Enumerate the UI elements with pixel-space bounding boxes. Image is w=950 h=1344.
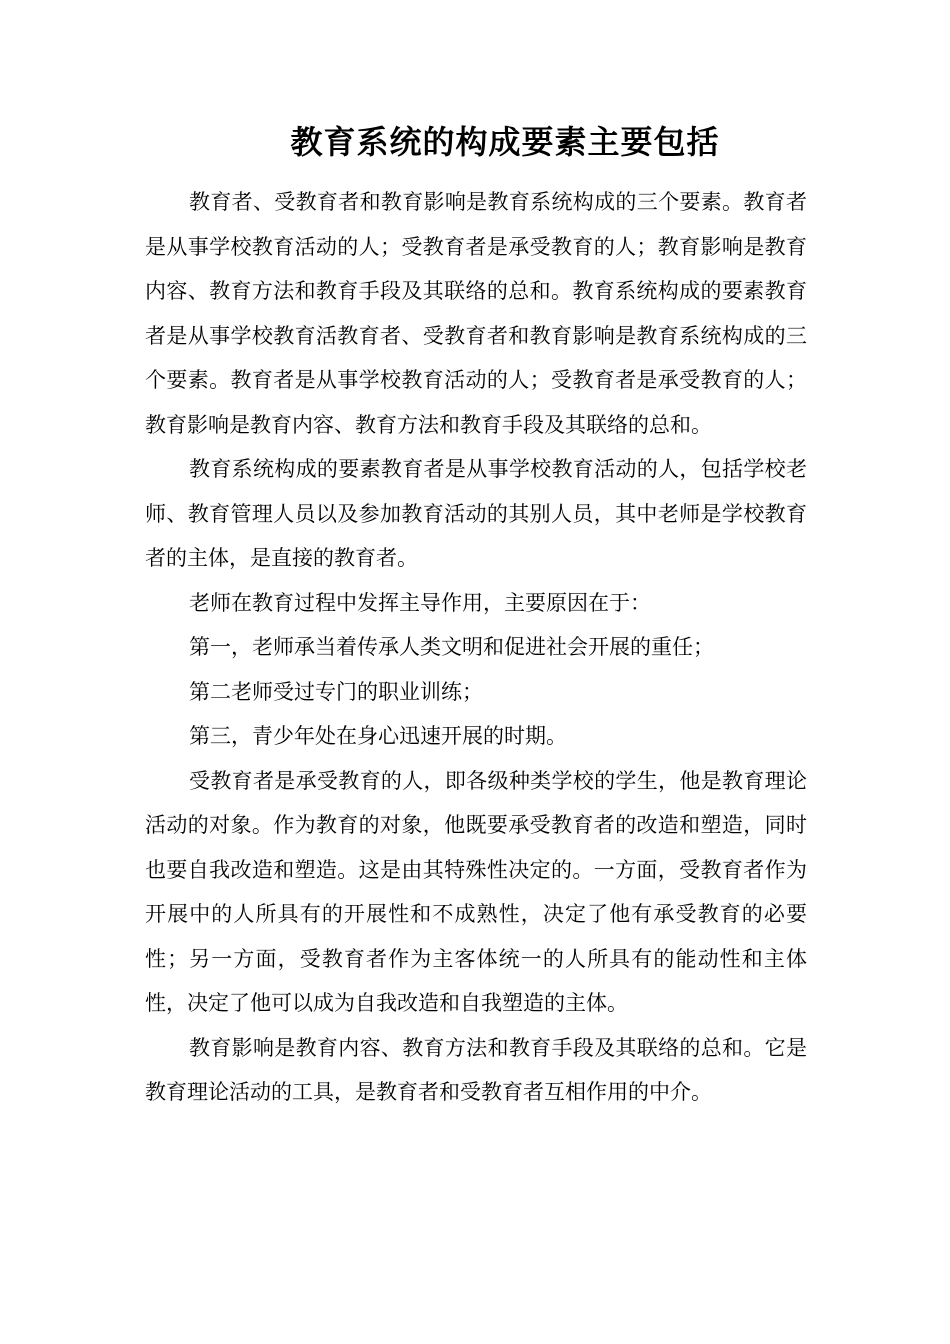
paragraph-4: 第一，老师承当着传承人类文明和促进社会开展的重任； [189, 635, 714, 659]
paragraph-1: 教育者、受教育者和教育影响是教育系统构成的三个要素。教育者是从事学校教育活动的人；受教育者是承受教育的人；教育影响是教育内容、教育方法和教育手段及其联络的总和。教育系统构成的要素教育者是从事学校教育活教育者、受教育者和教育影响是教育系统构成的三个要素。教育者是从事学校教育活动的人；受教育者是承受教育的人；教育影响是教育内容、教育方法和教育手段及其联络的总和。 [145, 190, 807, 437]
document-body [145, 180, 807, 1115]
paragraph-8: 教育影响是教育内容、教育方法和教育手段及其联络的总和。它是教育理论活动的工具，是教育者和受教育者互相作用的中介。 [145, 1035, 807, 1104]
paragraph-7: 受教育者是承受教育的人，即各级种类学校的学生，他是教育理论活动的对象。作为教育的对象，他既要承受教育者的改造和塑造，同时也要自我改造和塑造。这是由其特殊性决定的。一方面，受教育者作为开展中的人所具有的开展性和不成熟性，决定了他有承受教育的必要性；另一方面，受教育者作为主客体统一的人所具有的能动性和主体性，决定了他可以成为自我改造和自我塑造的主体。 [145, 768, 807, 1015]
paragraph-6: 第三，青少年处在身心迅速开展的时期。 [189, 724, 567, 748]
paragraph-2: 教育系统构成的要素教育者是从事学校教育活动的人，包括学校老师、教育管理人员以及参加教育活动的其别人员，其中老师是学校教育者的主体，是直接的教育者。 [145, 457, 807, 570]
paragraph-3: 老师在教育过程中发挥主导作用，主要原因在于： [189, 590, 651, 615]
paragraph-5: 第二老师受过专门的职业训练； [189, 679, 483, 704]
document-title: 教育系统的构成要素主要包括 [290, 123, 720, 161]
